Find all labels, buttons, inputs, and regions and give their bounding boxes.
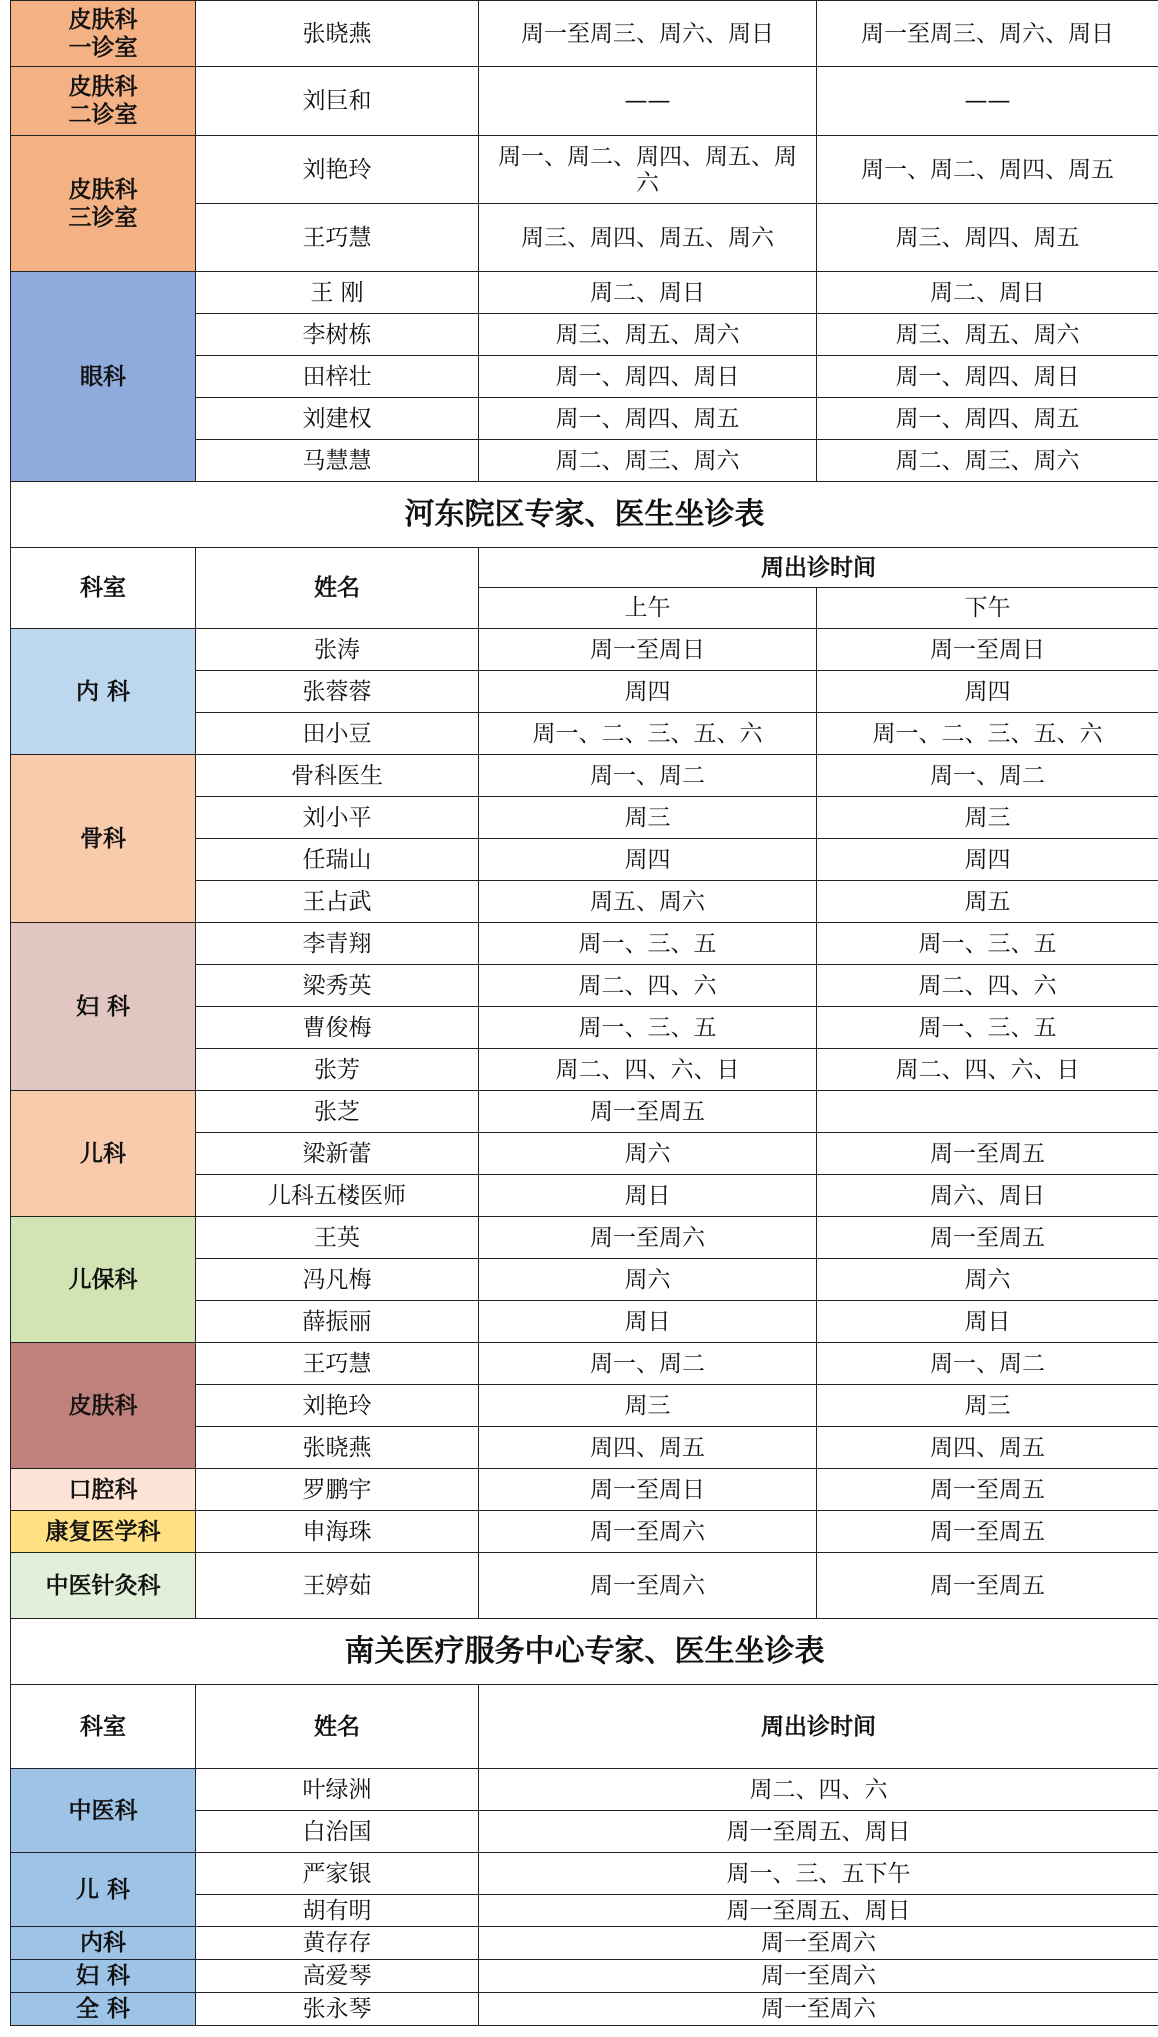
doctor-name: 高爱琴: [196, 1960, 479, 1993]
pm-schedule: 周二、四、六、日: [817, 1049, 1158, 1091]
doctor-name: 王 刚: [196, 272, 479, 314]
am-schedule: 周三、周五、周六: [479, 314, 817, 356]
dept-cell-child-care: 儿保科: [11, 1217, 196, 1343]
doctor-name: 王英: [196, 1217, 479, 1259]
dept-cell-ortho: 骨科: [11, 755, 196, 923]
doctor-name: 薛振丽: [196, 1301, 479, 1343]
table-row: [11, 1927, 1158, 1960]
pm-schedule: 周六: [817, 1259, 1158, 1301]
pm-schedule: 周六、周日: [817, 1175, 1158, 1217]
pm-schedule: 周一、三、五: [817, 1007, 1158, 1049]
doctor-name: 张芳: [196, 1049, 479, 1091]
schedule: 周一至周五、周日: [479, 1811, 1158, 1853]
table-row: [11, 1091, 1158, 1133]
doctor-name: 黄存存: [196, 1927, 479, 1960]
am-schedule: 周日: [479, 1301, 817, 1343]
am-schedule: 周三: [479, 1385, 817, 1427]
table-row: [11, 1217, 1158, 1259]
dept-cell-nanguan-gyn: 妇 科: [11, 1960, 196, 1993]
table-row: [11, 923, 1158, 965]
am-schedule: ——: [479, 67, 817, 136]
pm-schedule: 周四、周五: [817, 1427, 1158, 1469]
table-row: [11, 272, 1158, 314]
dept-cell-derm-3: 皮肤科 三诊室: [11, 136, 196, 272]
header-name: 姓名: [196, 548, 479, 629]
header-pm: 下午: [817, 588, 1158, 629]
table-row: [11, 1343, 1158, 1385]
am-schedule: 周三、周四、周五、周六: [479, 204, 817, 272]
doctor-name: 白治国: [196, 1811, 479, 1853]
pm-schedule: 周一至周五: [817, 1133, 1158, 1175]
pm-schedule: 周一、周二: [817, 1343, 1158, 1385]
am-schedule: 周三: [479, 797, 817, 839]
table-row: [11, 1853, 1158, 1895]
am-schedule: 周一至周日: [479, 1469, 817, 1511]
dept-cell-nanguan-peds: 儿 科: [11, 1853, 196, 1927]
schedule: 周一至周六: [479, 1927, 1158, 1960]
header-row: [11, 548, 1158, 588]
pm-schedule: 周三: [817, 797, 1158, 839]
dept-cell-acupuncture: 中医针灸科: [11, 1553, 196, 1619]
schedule: 周一至周六: [479, 1993, 1158, 2026]
am-schedule: 周六: [479, 1259, 817, 1301]
pm-schedule: 周四: [817, 671, 1158, 713]
doctor-name: 马慧慧: [196, 440, 479, 482]
am-schedule: 周二、周三、周六: [479, 440, 817, 482]
am-schedule: 周一至周六: [479, 1553, 817, 1619]
pm-schedule: 周一、二、三、五、六: [817, 713, 1158, 755]
table-row: [11, 136, 1158, 204]
dept-cell-rehab: 康复医学科: [11, 1511, 196, 1553]
doctor-name: 梁新蕾: [196, 1133, 479, 1175]
doctor-name: 张芝: [196, 1091, 479, 1133]
header-time: 周出诊时间: [479, 548, 1158, 588]
am-schedule: 周一、周二: [479, 755, 817, 797]
am-schedule: 周四: [479, 671, 817, 713]
doctor-name: 刘艳玲: [196, 1385, 479, 1427]
pm-schedule: 周一、周二、周四、周五: [817, 136, 1158, 204]
pm-schedule: 周日: [817, 1301, 1158, 1343]
am-schedule: 周二、四、六、日: [479, 1049, 817, 1091]
dept-cell-tcm: 中医科: [11, 1769, 196, 1853]
dept-cell-gyn: 妇 科: [11, 923, 196, 1091]
am-schedule: 周一至周三、周六、周日: [479, 1, 817, 67]
pm-schedule: 周一至周五: [817, 1553, 1158, 1619]
doctor-name: 罗鹏宇: [196, 1469, 479, 1511]
doctor-name: 刘艳玲: [196, 136, 479, 204]
doctor-name: 王巧慧: [196, 1343, 479, 1385]
doctor-name: 张蓉蓉: [196, 671, 479, 713]
doctor-name: 严家银: [196, 1853, 479, 1895]
nanguan-title: 南关医疗服务中心专家、医生坐诊表: [11, 1619, 1158, 1685]
pm-schedule: 周二、周日: [817, 272, 1158, 314]
am-schedule: 周四、周五: [479, 1427, 817, 1469]
pm-schedule: 周一、周四、周五: [817, 398, 1158, 440]
dept-cell-general: 全 科: [11, 1993, 196, 2026]
schedule-table: [10, 0, 1158, 2026]
pm-schedule: 周一至周五: [817, 1217, 1158, 1259]
dept-cell-nanguan-internal: 内科: [11, 1927, 196, 1960]
doctor-name: 田梓壮: [196, 356, 479, 398]
table-row: [11, 1993, 1158, 2026]
hedong-title: 河东院区专家、医生坐诊表: [11, 482, 1158, 548]
pm-schedule: 周四: [817, 839, 1158, 881]
am-schedule: 周一、周二、周四、周五、周 六: [479, 136, 817, 204]
dept-cell-eye: 眼科: [11, 272, 196, 482]
doctor-name: 胡有明: [196, 1895, 479, 1927]
doctor-name: 骨科医生: [196, 755, 479, 797]
table-row: [11, 67, 1158, 136]
pm-schedule: 周一至周五: [817, 1469, 1158, 1511]
am-schedule: 周一至周五: [479, 1091, 817, 1133]
dept-cell-derm-2: 皮肤科 二诊室: [11, 67, 196, 136]
header-name: 姓名: [196, 1685, 479, 1769]
am-schedule: 周二、四、六: [479, 965, 817, 1007]
schedule: 周一至周五、周日: [479, 1895, 1158, 1927]
am-schedule: 周一至周六: [479, 1511, 817, 1553]
table-row: [11, 629, 1158, 671]
pm-schedule: ——: [817, 67, 1158, 136]
doctor-name: 冯凡梅: [196, 1259, 479, 1301]
section-title-row: [11, 482, 1158, 548]
table-row: [11, 1553, 1158, 1619]
doctor-name: 张晓燕: [196, 1, 479, 67]
pm-schedule: 周一、周二: [817, 755, 1158, 797]
table-row: [11, 1511, 1158, 1553]
pm-schedule: 周一至周日: [817, 629, 1158, 671]
header-dept: 科室: [11, 548, 196, 629]
am-schedule: 周日: [479, 1175, 817, 1217]
doctor-name: 叶绿洲: [196, 1769, 479, 1811]
doctor-name: 刘巨和: [196, 67, 479, 136]
doctor-name: 张晓燕: [196, 1427, 479, 1469]
am-schedule: 周一、三、五: [479, 1007, 817, 1049]
doctor-name: 张涛: [196, 629, 479, 671]
header-time: 周出诊时间: [479, 1685, 1158, 1769]
doctor-name: 刘建权: [196, 398, 479, 440]
pm-schedule: 周三: [817, 1385, 1158, 1427]
am-schedule: 周一、二、三、五、六: [479, 713, 817, 755]
doctor-name: 张永琴: [196, 1993, 479, 2026]
pm-schedule: 周一至周三、周六、周日: [817, 1, 1158, 67]
am-schedule: 周一至周六: [479, 1217, 817, 1259]
table-row: [11, 1960, 1158, 1993]
am-schedule: 周一、周二: [479, 1343, 817, 1385]
am-schedule: 周五、周六: [479, 881, 817, 923]
am-schedule: 周六: [479, 1133, 817, 1175]
am-schedule: 周一、周四、周五: [479, 398, 817, 440]
header-dept: 科室: [11, 1685, 196, 1769]
doctor-name: 王巧慧: [196, 204, 479, 272]
section-title-row: [11, 1619, 1158, 1685]
dept-cell-internal: 内 科: [11, 629, 196, 755]
am-schedule: 周一、三、五: [479, 923, 817, 965]
pm-schedule: 周一、周四、周日: [817, 356, 1158, 398]
pm-schedule: 周二、四、六: [817, 965, 1158, 1007]
dept-cell-peds: 儿科: [11, 1091, 196, 1217]
header-am: 上午: [479, 588, 817, 629]
doctor-name: 李青翔: [196, 923, 479, 965]
doctor-name: 曹俊梅: [196, 1007, 479, 1049]
pm-schedule: 周一、三、五: [817, 923, 1158, 965]
table-row: [11, 1469, 1158, 1511]
dept-cell-derm: 皮肤科: [11, 1343, 196, 1469]
doctor-name: 王婷茹: [196, 1553, 479, 1619]
doctor-name: 申海珠: [196, 1511, 479, 1553]
pm-schedule: [817, 1091, 1158, 1133]
pm-schedule: 周一至周五: [817, 1511, 1158, 1553]
dept-cell-derm-1: 皮肤科 一诊室: [11, 1, 196, 67]
pm-schedule: 周三、周五、周六: [817, 314, 1158, 356]
doctor-name: 任瑞山: [196, 839, 479, 881]
doctor-name: 田小豆: [196, 713, 479, 755]
doctor-name: 王占武: [196, 881, 479, 923]
am-schedule: 周一至周日: [479, 629, 817, 671]
am-schedule: 周四: [479, 839, 817, 881]
doctor-name: 梁秀英: [196, 965, 479, 1007]
schedule: 周一、三、五下午: [479, 1853, 1158, 1895]
table-row: [11, 755, 1158, 797]
header-row: [11, 1685, 1158, 1769]
dept-cell-dental: 口腔科: [11, 1469, 196, 1511]
doctor-name: 李树栋: [196, 314, 479, 356]
pm-schedule: 周三、周四、周五: [817, 204, 1158, 272]
table-row: [11, 1769, 1158, 1811]
doctor-name: 儿科五楼医师: [196, 1175, 479, 1217]
pm-schedule: 周五: [817, 881, 1158, 923]
schedule: 周二、四、六: [479, 1769, 1158, 1811]
am-schedule: 周二、周日: [479, 272, 817, 314]
pm-schedule: 周二、周三、周六: [817, 440, 1158, 482]
am-schedule: 周一、周四、周日: [479, 356, 817, 398]
doctor-name: 刘小平: [196, 797, 479, 839]
table-row: [11, 1, 1158, 67]
schedule: 周一至周六: [479, 1960, 1158, 1993]
